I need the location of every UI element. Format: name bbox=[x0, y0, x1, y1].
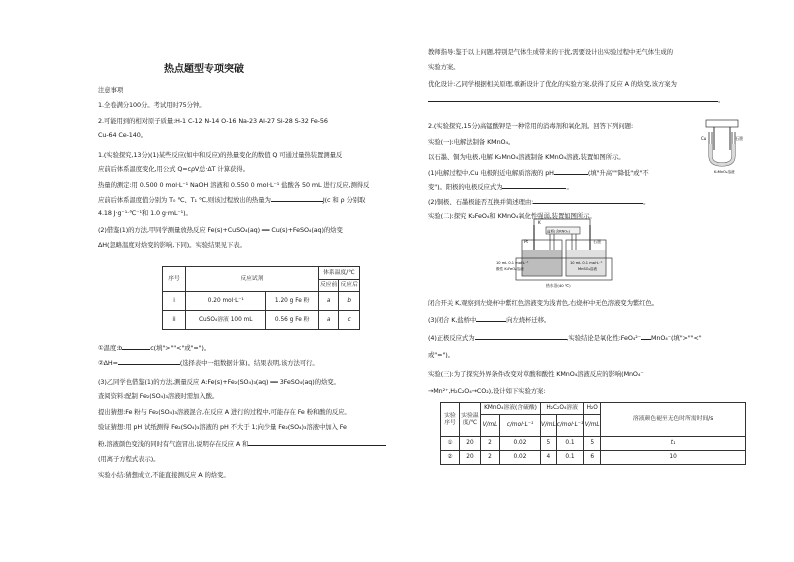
table-header: V/mL bbox=[584, 415, 601, 437]
q2-text: (1)电解过程中,Cu 电极附近电解质溶液的 pH bbox=[428, 169, 554, 177]
table-header: H₂C₂O₄溶液 bbox=[541, 403, 584, 415]
table-cell: 0.02 bbox=[500, 451, 541, 465]
q2-text: 。 bbox=[643, 198, 650, 206]
table-header: 序号 bbox=[163, 267, 186, 292]
table-cell: 20 bbox=[460, 437, 481, 451]
table-cell: 20 bbox=[460, 451, 481, 465]
notice-score: 1.全卷满分100分。考试用时75分钟。 bbox=[98, 101, 206, 109]
table-cell: c bbox=[339, 311, 360, 330]
q1-line: (3)乙同学也借鉴(1)的方法,测量反应 A:Fe(s)+Fe₂(SO₄)₃(aq) ══ 3FeSO₄(aq)的焓变。 bbox=[98, 378, 340, 386]
table-row bbox=[441, 451, 746, 465]
q1-line bbox=[98, 358, 319, 367]
q2-text: (2)铜极、石墨极能否互换并简述理由: bbox=[428, 198, 534, 206]
q2-line bbox=[428, 315, 550, 324]
q1-line: ΔH(忽略温度对焓变的影响,下同)。实验结果见下表。 bbox=[98, 241, 246, 249]
salt-bridge-label: 盐桥(含KNO₃) bbox=[547, 229, 570, 234]
answer-blank[interactable] bbox=[475, 333, 567, 340]
q1-line: 1.(实验探究,13分)(1)某些反应(如中和反应)的热量变化的数值 Q 可通过量热装置测量反 bbox=[98, 151, 343, 159]
table-cell: 0.56 g Fe 粉 bbox=[266, 311, 318, 330]
table-header-text: 实验 bbox=[444, 412, 456, 419]
table-header: 反应前 bbox=[318, 280, 339, 292]
q1-line: 热量的测定:用 0.500 0 mol·L⁻¹ NaOH 溶液和 0.550 0 mol·L⁻¹ 盐酸各 50 mL 进行反应,测得反 bbox=[98, 181, 370, 189]
q2-text: (3)闭合 K,盐桥中 bbox=[428, 316, 477, 324]
table-cell: b bbox=[339, 292, 360, 311]
q2-line bbox=[428, 168, 649, 177]
q1-line: 实验小结:猜想成立,不能直接测反应 A 的焓变。 bbox=[98, 471, 230, 479]
q2-text: (填"升高""降低"或"不 bbox=[587, 169, 649, 177]
answer-blank[interactable] bbox=[641, 333, 651, 340]
q1-line bbox=[98, 439, 386, 448]
q1-line bbox=[98, 195, 365, 204]
table-cell: 4 bbox=[541, 451, 557, 465]
q1-text: ①温度:b bbox=[98, 344, 123, 352]
table-cell: 5 bbox=[584, 437, 601, 451]
q1-line: 应前后体系温度变化,用公式 Q=cρV总·ΔT 计算获得。 bbox=[98, 165, 249, 173]
q2-text: ,实验结论是氧化性:FeO₄²⁻ bbox=[566, 334, 641, 342]
table-header: 体系温度/℃ bbox=[318, 267, 359, 280]
table-cell: 0.02 bbox=[500, 437, 541, 451]
table-header: V/mL bbox=[481, 415, 500, 437]
experiment-table bbox=[440, 402, 746, 465]
table-header: 反应后 bbox=[339, 280, 360, 292]
q1-line: 提出猜想:Fe 粉与 Fe₂(SO₄)₃溶液混合,在反应 A 进行的过程中,可能存在 Fe 粉和酸的反应。 bbox=[98, 408, 351, 416]
answer-blank[interactable] bbox=[476, 315, 506, 322]
table-cell: CuSO₄溶液 100 mL bbox=[186, 311, 266, 330]
table-cell: ii bbox=[163, 311, 186, 330]
q1-text: 粉,溶液颜色变浅的同时有气泡冒出,说明存在反应 A 和 bbox=[98, 440, 249, 448]
table-cell: 6 bbox=[584, 451, 601, 465]
table-cell: 0.1 bbox=[556, 451, 583, 465]
q1-line: (用离子方程式表示)。 bbox=[98, 455, 160, 463]
answer-blank[interactable] bbox=[554, 168, 588, 175]
table-cell: 10 bbox=[601, 451, 746, 465]
answer-blank[interactable] bbox=[502, 182, 566, 189]
table-header: 反应试剂 bbox=[186, 267, 319, 292]
q1-line: 4.18 J·g⁻¹·℃⁻¹和 1.0 g·mL⁻¹)。 bbox=[98, 209, 192, 217]
notice-atomic-mass: 2.可能用到的相对原子质量:H-1 C-12 N-14 O-16 Na-23 Al-27 Si-28 S-32 Fe-56 bbox=[98, 117, 328, 125]
answer-blank[interactable] bbox=[118, 358, 180, 365]
q2-line: 实验(一):电解法制备 KMnO₄。 bbox=[428, 138, 515, 146]
table-header: 实验温度/℃ bbox=[460, 403, 481, 437]
table-cell: 2 bbox=[481, 437, 500, 451]
graphite-label: 石墨 bbox=[593, 239, 601, 244]
answer-blank[interactable] bbox=[428, 95, 718, 102]
q1-line bbox=[98, 343, 210, 352]
q1-line: 验证猜想:用 pH 试纸测得 Fe₂(SO₄)₃溶液的 pH 不大于 1;向少量 Fe₂(SO₄)₃溶液中加入 Fe bbox=[98, 423, 347, 431]
answer-blank[interactable] bbox=[248, 439, 386, 446]
table-header: V/mL bbox=[541, 415, 557, 437]
electrolysis-diagram bbox=[698, 118, 750, 176]
q2-line: 实验(三):为了探究外界条件改变对草酸和酸性 KMnO₄溶液反应的影响(MnO₄⁻ bbox=[428, 370, 644, 378]
table-header-text: 序号 bbox=[444, 419, 456, 426]
q2-line bbox=[428, 182, 573, 191]
q1-line bbox=[428, 95, 724, 104]
switch-k-label: K bbox=[538, 220, 541, 225]
q1-text: J(c 和 ρ 分别取 bbox=[322, 196, 366, 204]
water-bath-label: 热水浴(40 ℃) bbox=[546, 283, 571, 288]
table-row bbox=[163, 292, 360, 311]
table-cell: t₁ bbox=[601, 437, 746, 451]
table-header: c/mol·L⁻¹ bbox=[500, 415, 541, 437]
q1-line: 优化设计:乙同学根据相关原理,重新设计了优化的实验方案,获得了反应 A 的焓变,该方案为 bbox=[428, 80, 677, 88]
table-cell: 1.20 g Fe 粉 bbox=[266, 292, 318, 311]
left-beaker-label: 10 mL 0.1 mol·L⁻¹ bbox=[496, 261, 529, 265]
table-header: 溶液颜色褪至无色时所需时间/s bbox=[601, 403, 746, 437]
q2-line: 或"=")。 bbox=[428, 351, 454, 359]
table-row bbox=[163, 311, 360, 330]
q2-line bbox=[428, 197, 649, 206]
q2-text: 向左烧杯迁移。 bbox=[506, 316, 551, 324]
q2-line: 闭合开关 K,观察到左烧杯中紫红色溶液变为浅青色,右烧杯中无色溶液变为紫红色。 bbox=[428, 299, 659, 307]
q2-line: 实验(二):探究 K₂FeO₄和 KMnO₄氧化性强弱,装置如图所示。 bbox=[428, 212, 596, 220]
table-cell: ① bbox=[441, 437, 460, 451]
q1-line: 实验方案。 bbox=[428, 63, 460, 71]
table-cell: a bbox=[318, 292, 339, 311]
table-cell: 2 bbox=[481, 451, 500, 465]
q1-line: (2)借鉴(1)的方法,甲同学测量放热反应 Fe(s)+CuSO₄(aq) ══ Cu(s)+FeSO₄(aq)的焓变 bbox=[98, 226, 343, 234]
table-cell: 0.1 bbox=[556, 437, 583, 451]
table-cell: i bbox=[163, 292, 186, 311]
q2-text: 变")。阳极的电极反应式为 bbox=[428, 183, 503, 191]
answer-blank[interactable] bbox=[271, 195, 323, 202]
q1-text: 。 bbox=[718, 96, 725, 104]
notice-atomic-mass-cont: Cu-64 Ce-140。 bbox=[98, 131, 147, 139]
table-cell: 0.20 mol·L⁻¹ bbox=[186, 292, 266, 311]
table-header: KMnO₄溶液(含硫酸) bbox=[481, 403, 541, 415]
reaction-table bbox=[162, 266, 360, 330]
q2-text: 。 bbox=[566, 183, 573, 191]
right-beaker-label: 10 mL 0.1 mol·L⁻¹ bbox=[570, 261, 603, 265]
answer-blank[interactable] bbox=[533, 197, 643, 204]
table-cell: 5 bbox=[541, 437, 557, 451]
q2-line: 以石墨、铜为电极,电解 K₂MnO₄溶液制备 KMnO₄溶液,装置如图所示。 bbox=[428, 153, 625, 161]
table-header: c/mol·L⁻¹ bbox=[556, 415, 583, 437]
q2-line bbox=[428, 333, 702, 342]
page-title: 热点题型专项突破 bbox=[164, 64, 244, 75]
answer-blank[interactable] bbox=[122, 343, 150, 350]
q1-line: 教师指导:鉴于以上问题,特别是气体生成带来的干扰,需要设计出实验过程中无气体生成的 bbox=[428, 48, 673, 56]
q2-line: 2.(实验探究,15分)高锰酸钾是一种常用的消毒剂和氧化剂。回答下列问题: bbox=[428, 122, 634, 130]
table-header: H₂O bbox=[584, 403, 601, 415]
galvanic-cell-diagram bbox=[496, 216, 630, 296]
left-beaker-label: 酸性 K₂FeO₄溶液 bbox=[496, 267, 524, 271]
q2-line: →Mn²⁺,H₂C₂O₄→CO₂),设计如下实验方案: bbox=[428, 387, 546, 395]
q2-text: (4)正极反应式为 bbox=[428, 334, 475, 342]
q1-text: (选择表中一组数据计算)。结果表明,该方法可行。 bbox=[179, 359, 319, 367]
q1-text: c(填">""<"或"=")。 bbox=[150, 344, 211, 352]
right-beaker-label: MnSO₄溶液 bbox=[578, 267, 598, 271]
pt-label: Pt bbox=[524, 239, 528, 244]
graphite-label: 石墨 bbox=[735, 136, 743, 141]
q1-line: 查阅资料:配制 Fe₂(SO₄)₃溶液时需加入酸。 bbox=[98, 392, 219, 400]
q2-text: MnO₄⁻(填">""<" bbox=[651, 334, 702, 342]
table-cell: ② bbox=[441, 451, 460, 465]
table-header bbox=[441, 403, 460, 437]
table-cell: a bbox=[318, 311, 339, 330]
notice-heading: 注意事项 bbox=[98, 86, 124, 94]
table-row bbox=[441, 437, 746, 451]
cu-label: Cu bbox=[701, 136, 707, 141]
q1-text: 应前后体系温度值分别为 T₀ ℃、T₁ ℃,则该过程放出的热量为 bbox=[98, 196, 271, 204]
q1-text: ②ΔH= bbox=[98, 359, 118, 367]
k2mno4-label: K₂MnO₄溶液 bbox=[714, 170, 735, 174]
